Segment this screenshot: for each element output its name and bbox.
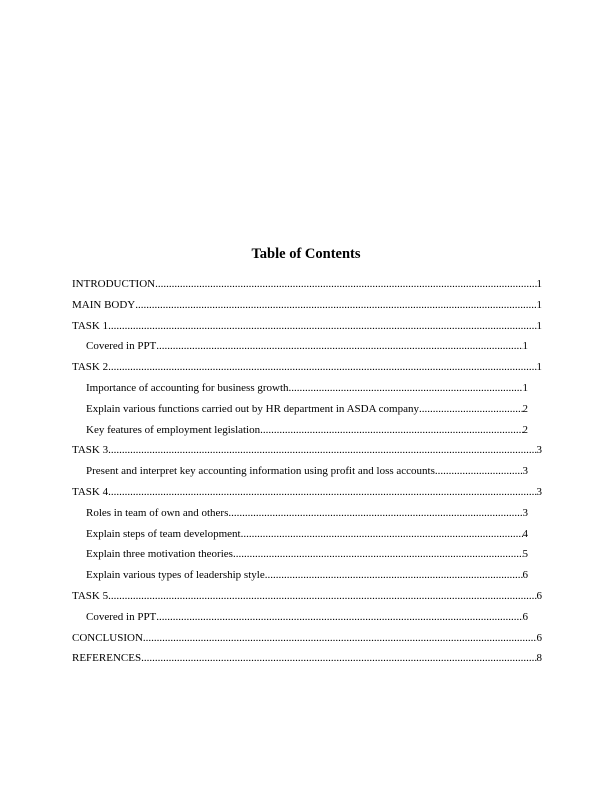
toc-dot-leader (108, 482, 536, 503)
toc-entry-text: Explain various types of leadership style (86, 569, 265, 582)
toc-entry-page: 4 (522, 527, 528, 540)
toc-entry-main-body[interactable] (72, 295, 542, 316)
toc-entry-importance-of-accounting[interactable] (86, 378, 528, 399)
toc-entry-text: INTRODUCTION (72, 278, 156, 290)
toc-title: Table of Contents (251, 246, 361, 262)
toc-entry-page: 6 (536, 631, 542, 644)
toc-entry-task-2[interactable] (72, 357, 542, 378)
toc-entry-page: 1 (522, 381, 528, 394)
toc-entry-task-1[interactable] (72, 316, 542, 337)
toc-entry-page: 3 (536, 485, 542, 498)
toc-entry-page: 2 (522, 423, 528, 436)
toc-entry-text: Explain steps of team development (86, 527, 241, 540)
toc-entry-conclusion[interactable] (72, 628, 542, 649)
toc-entry-page: 6 (522, 569, 528, 582)
toc-entry-text: TASK 2 (72, 361, 109, 374)
toc-entry-team-development[interactable] (86, 524, 528, 545)
toc-entry-task-5[interactable] (72, 586, 542, 607)
toc-entry-page: 1 (536, 361, 542, 374)
toc-dot-leader (228, 503, 522, 524)
toc-dot-leader (435, 461, 523, 482)
toc-entry-text: TASK 1 (72, 319, 109, 332)
toc-entry-text: Explain three motivation theories (86, 548, 233, 561)
toc-entry-motivation-theories[interactable] (86, 544, 528, 565)
toc-entry-page: 3 (536, 444, 542, 457)
toc-dot-leader (108, 440, 536, 461)
toc-dot-leader (241, 524, 523, 545)
toc-entry-text: Covered in PPT (86, 610, 157, 623)
toc-dot-leader (143, 628, 537, 649)
toc-dot-leader (289, 378, 523, 399)
toc-entry-page: 1 (536, 298, 542, 311)
toc-dot-leader (419, 399, 523, 420)
toc-dot-leader (141, 648, 536, 669)
toc-dot-leader (155, 274, 536, 295)
toc-entry-text: MAIN BODY (72, 298, 136, 311)
toc-dot-leader (260, 420, 522, 441)
toc-entry-text: Covered in PPT (86, 340, 157, 353)
toc-list (72, 274, 542, 669)
toc-dot-leader (265, 565, 523, 586)
toc-entry-page: 1 (536, 319, 542, 332)
toc-entry-task-3[interactable] (72, 440, 542, 461)
toc-dot-leader (108, 586, 536, 607)
toc-entry-task-1-covered-in-ppt[interactable] (86, 336, 528, 357)
toc-entry-text: Importance of accounting for business growth (86, 381, 289, 394)
toc-dot-leader (156, 336, 522, 357)
toc-entry-page: 1 (522, 340, 528, 353)
toc-dot-leader (108, 357, 536, 378)
toc-entry-profit-and-loss[interactable] (86, 461, 528, 482)
toc-entry-references[interactable] (72, 648, 542, 669)
toc-dot-leader (156, 607, 522, 628)
toc-entry-text: CONCLUSION (72, 631, 143, 644)
toc-entry-page: 6 (536, 589, 542, 602)
toc-entry-leadership-style[interactable] (86, 565, 528, 586)
toc-entry-task-5-covered-in-ppt[interactable] (86, 607, 528, 628)
toc-entry-page: 1 (536, 278, 542, 290)
toc-dot-leader (135, 295, 536, 316)
toc-entry-page: 3 (522, 465, 528, 478)
toc-dot-leader (233, 544, 523, 565)
toc-entry-task-4[interactable] (72, 482, 542, 503)
toc-entry-text: TASK 3 (72, 444, 109, 457)
toc-entry-page: 3 (522, 506, 528, 519)
toc-entry-hr-functions[interactable] (86, 399, 528, 420)
toc-entry-text: Roles in team of own and others (86, 506, 229, 519)
toc-entry-roles-in-team[interactable] (86, 503, 528, 524)
toc-entry-text: Explain various functions carried out by HR department in ASDA company (86, 402, 419, 415)
toc-entry-text: REFERENCES (72, 652, 142, 665)
toc-dot-leader (108, 316, 536, 337)
toc-entry-text: TASK 5 (72, 589, 109, 602)
toc-entry-text: Present and interpret key accounting information using profit and loss accounts (86, 465, 435, 478)
toc-entry-page: 6 (522, 610, 528, 623)
toc-entry-employment-legislation[interactable] (86, 420, 528, 441)
toc-entry-text: Key features of employment legislation (86, 423, 261, 436)
toc-entry-page: 2 (522, 402, 528, 415)
toc-entry-page: 5 (522, 548, 528, 561)
toc-entry-introduction[interactable] (72, 274, 542, 295)
toc-entry-page: 8 (536, 652, 542, 665)
toc-entry-text: TASK 4 (72, 485, 109, 498)
